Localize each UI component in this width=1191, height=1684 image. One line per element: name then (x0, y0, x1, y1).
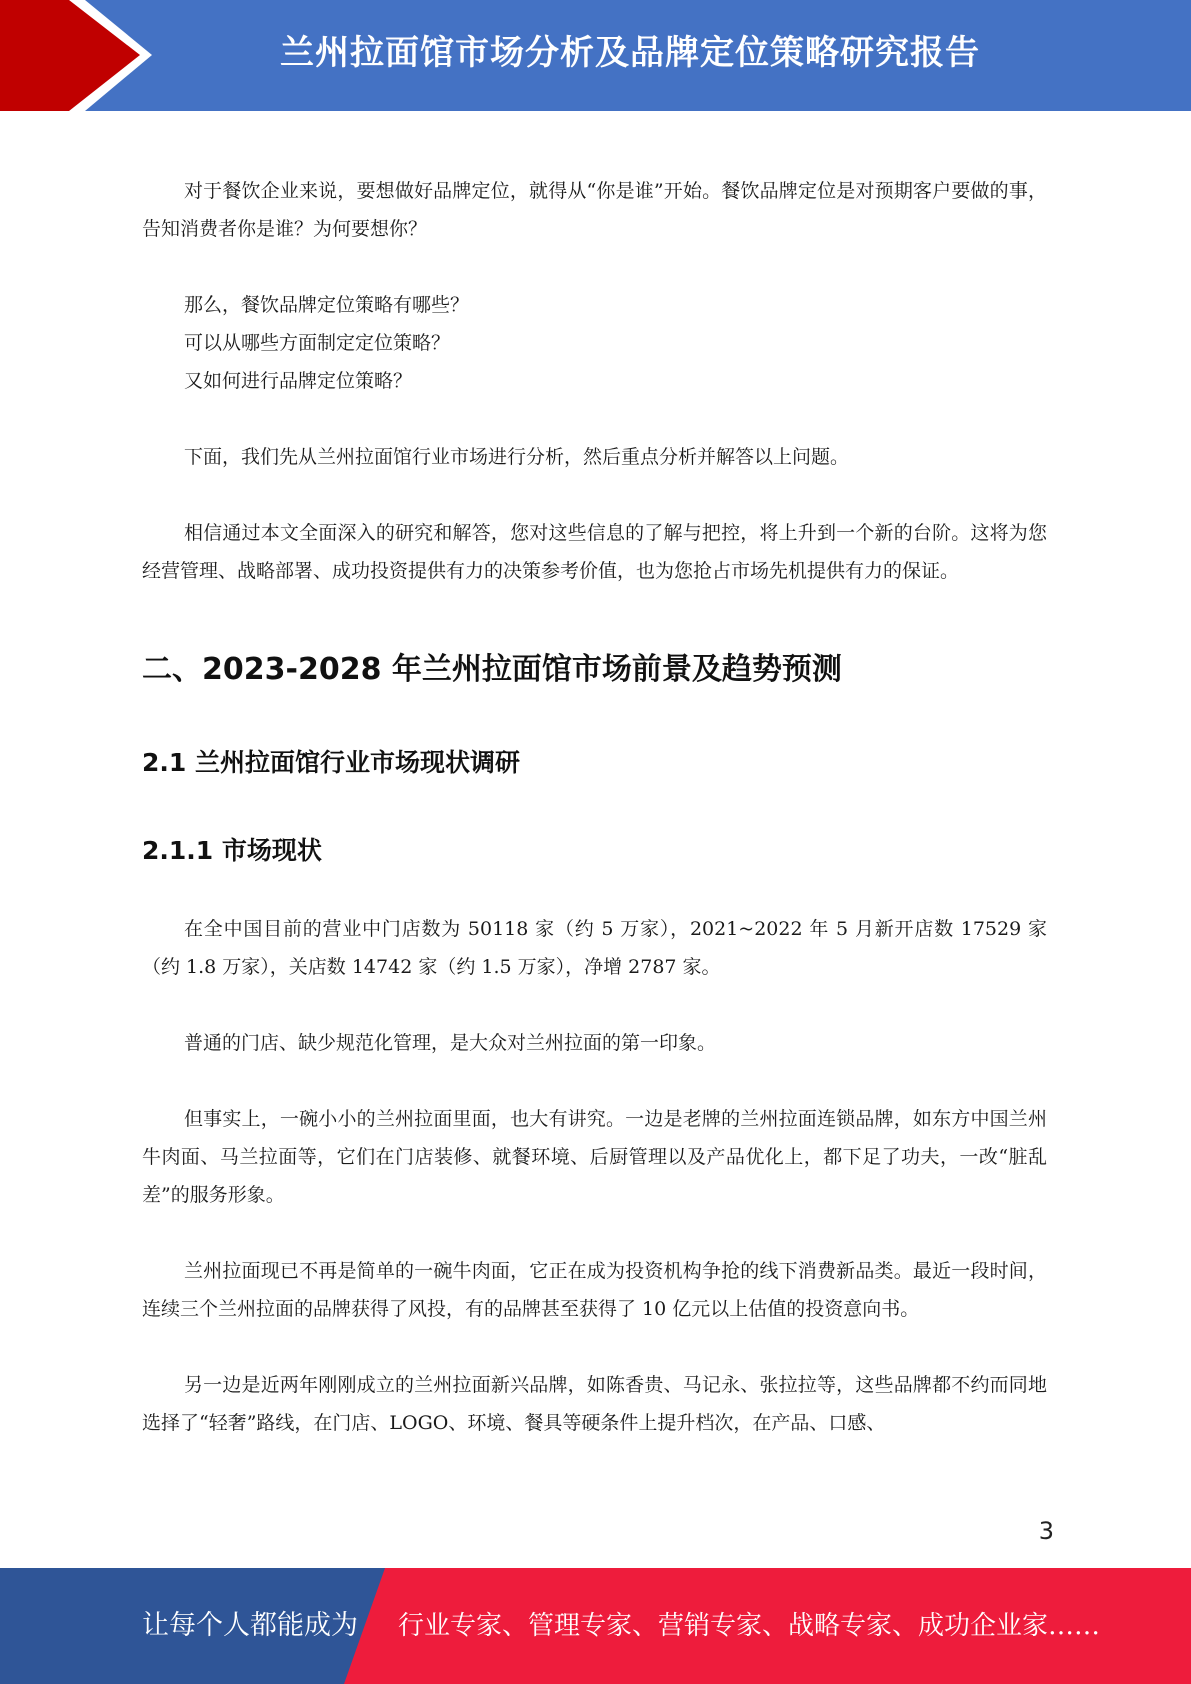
page-body (142, 172, 1047, 1480)
intro-paragraph: 对于餐饮企业来说，要想做好品牌定位，就得从“你是谁”开始。餐饮品牌定位是对预期客户要做的事，告知消费者你是谁？为何要想你？ (142, 180, 1047, 240)
section-heading: 2.1 兰州拉面馆行业市场现状调研 (142, 748, 520, 777)
report-title: 兰州拉面馆市场分析及品牌定位策略研究报告 (280, 33, 980, 73)
question-2: 可以从哪些方面制定定位策略？ (184, 332, 451, 354)
question-1: 那么，餐饮品牌定位策略有哪些？ (184, 294, 470, 316)
old-brands-paragraph: 但事实上，一碗小小的兰州拉面里面，也大有讲究。一边是老牌的兰州拉面连锁品牌，如东方中国兰州牛肉面、马兰拉面等，它们在门店装修、就餐环境、后厨管理以及产品优化上，都下足了功夫，一改“脏乱差”的服务形象。 (142, 1108, 1047, 1206)
impression-paragraph: 普通的门店、缺少规范化管理，是大众对兰州拉面的第一印象。 (184, 1032, 717, 1054)
page-number: 3 (1038, 1517, 1054, 1545)
value-paragraph: 相信通过本文全面深入的研究和解答，您对这些信息的了解与把控，将上升到一个新的台阶。这将为您经营管理、战略部署、成功投资提供有力的决策参考价值，也为您抢占市场先机提供有力的保证。 (142, 522, 1047, 582)
page-footer-banner (0, 1568, 1191, 1684)
chapter-heading: 二、2023-2028 年兰州拉面馆市场前景及趋势预测 (142, 652, 842, 687)
subsection-heading: 2.1.1 市场现状 (142, 836, 322, 865)
new-brands-paragraph: 另一边是近两年刚刚成立的兰州拉面新兴品牌，如陈香贵、马记永、张拉拉等，这些品牌都不约而同地选择了“轻奢”路线，在门店、LOGO、环境、餐具等硬条件上提升档次，在产品、口感、 (142, 1374, 1047, 1434)
page-header-banner (0, 0, 1191, 111)
header-red-chevron (0, 0, 140, 111)
store-stats-paragraph: 在全中国目前的营业中门店数为 50118 家（约 5 万家），2021~2022 年 5 月新开店数 17529 家（约 1.8 万家），关店数 14742 家（约 1.5 万家），净增 2787 家。 (142, 918, 1047, 978)
investment-paragraph: 兰州拉面现已不再是简单的一碗牛肉面，它正在成为投资机构争抢的线下消费新品类。最近一段时间，连续三个兰州拉面的品牌获得了风投，有的品牌甚至获得了 10 亿元以上估值的投资意向书。 (142, 1260, 1047, 1320)
question-3: 又如何进行品牌定位策略？ (184, 370, 413, 392)
footer-slogan-left: 让每个人都能成为 (142, 1610, 358, 1641)
analysis-intro-paragraph: 下面，我们先从兰州拉面馆行业市场进行分析，然后重点分析并解答以上问题。 (184, 446, 850, 468)
footer-slogan-right: 行业专家、管理专家、营销专家、战略专家、成功企业家…… (398, 1611, 1101, 1641)
